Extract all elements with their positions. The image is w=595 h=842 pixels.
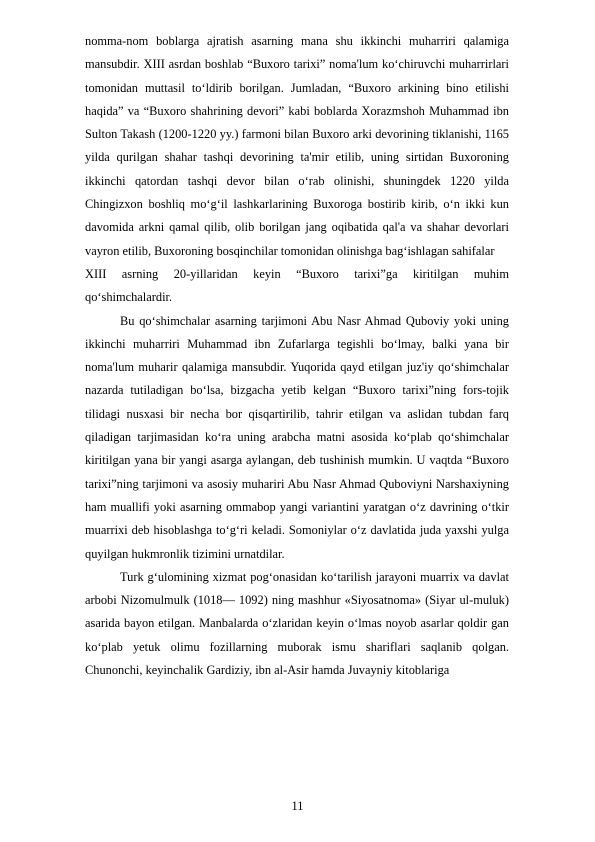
paragraph-2: XIII asrning 20-yillaridan keyin “Buxoro tarixi”ga kiritilgan muhim qo‘shimchalardir. [85,266,509,305]
page-number: 11 [291,799,304,813]
paragraph-3: Bu qo‘shimchalar asarning tarjimoni Abu Nasr Ahmad Quboviy yoki uning ikkinchi muharriri Muhammad ibn Zufarlarga tegishli bo‘lmay, balki yana bir noma'lum muharir qalamiga mansubdir. Yuqorida qayd etilgan juz'iy qo‘shimchalar nazarda tutiladigan bo‘lsa, bizgacha yetib kelgan “Buxoro tarixi”ning fors-tojik tilidagi nusxasi bir necha bor qisqartirilib, tahrir etilgan va aslidan tubdan farq qiladigan tarjimasidan ko‘ra uning arabcha matni asosida ko‘plab qo‘shimchalar kiritilgan yana bir yangi asarga aylangan, deb tushinish mumkin. U vaqtda “Buxoro tarixi”ning tarjimoni va asosiy muhariri Abu Nasr Ahmad Quboviyni Narshaxiyning ham muallifi yoki asarning ommabop yangi variantini yaratgan o‘z davrining o‘tkir muarrixi deb hisoblashga to‘g‘ri keladi. Somoniylar o‘z davlatida juda yaxshi yulga quyilgan hukmronlik tizimini urnatdilar. [85,313,509,561]
document-page [85,30,509,682]
paragraph-4: Turk g‘ulomining xizmat pog‘onasidan ko‘tarilish jarayoni muarrix va davlat arbobi Nizomulmulk (1018— 1092) ning mashhur «Siyosatnoma» (Siyar ul-muluk) asarida bayon etilgan. Manbalarda o‘zlaridan keyin o‘lmas noyob asarlar qoldir gan ko‘plab yetuk olimu fozillarning muborak ismu shariflari saqlanib qolgan. Chunonchi, keyinchalik Gardiziy, ibn al-Asir hamda Juvayniy kitoblariga [85,569,509,678]
paragraph-1: nomma-nom boblarga ajratish asarning mana shu ikkinchi muharriri qalamiga mansubdir. XIII asrdan boshlab “Buxoro tarixi” noma'lum ko‘chiruvchi muharrirlari tomonidan muttasil to‘ldirib borilgan. Jumladan, “Buxoro arkining bino etilishi haqida” va “Buxoro shahrining devori” kabi boblarda Xorazmshoh Muhammad ibn Sulton Takash (1200-1220 yy.) farmoni bilan Buxoro arki devorining tiklanishi, 1165 yilda qurilgan shahar tashqi devorining ta'mir etilib, uning sirtidan Buxoroning ikkinchi qatordan tashqi devor bilan o‘rab olinishi, shuningdek 1220 yilda Chingizxon boshliq mo‘g‘il lashkarlarining Buxoroga bostirib kirib, o‘n ikki kun davomida arkni qamal qilib, olib borilgan jang oqibatida qal'a va shahar devorlari vayron etilib, Buxoroning bosqinchilar tomonidan olinishga bag‘ishlagan sahifalar [85,34,509,258]
